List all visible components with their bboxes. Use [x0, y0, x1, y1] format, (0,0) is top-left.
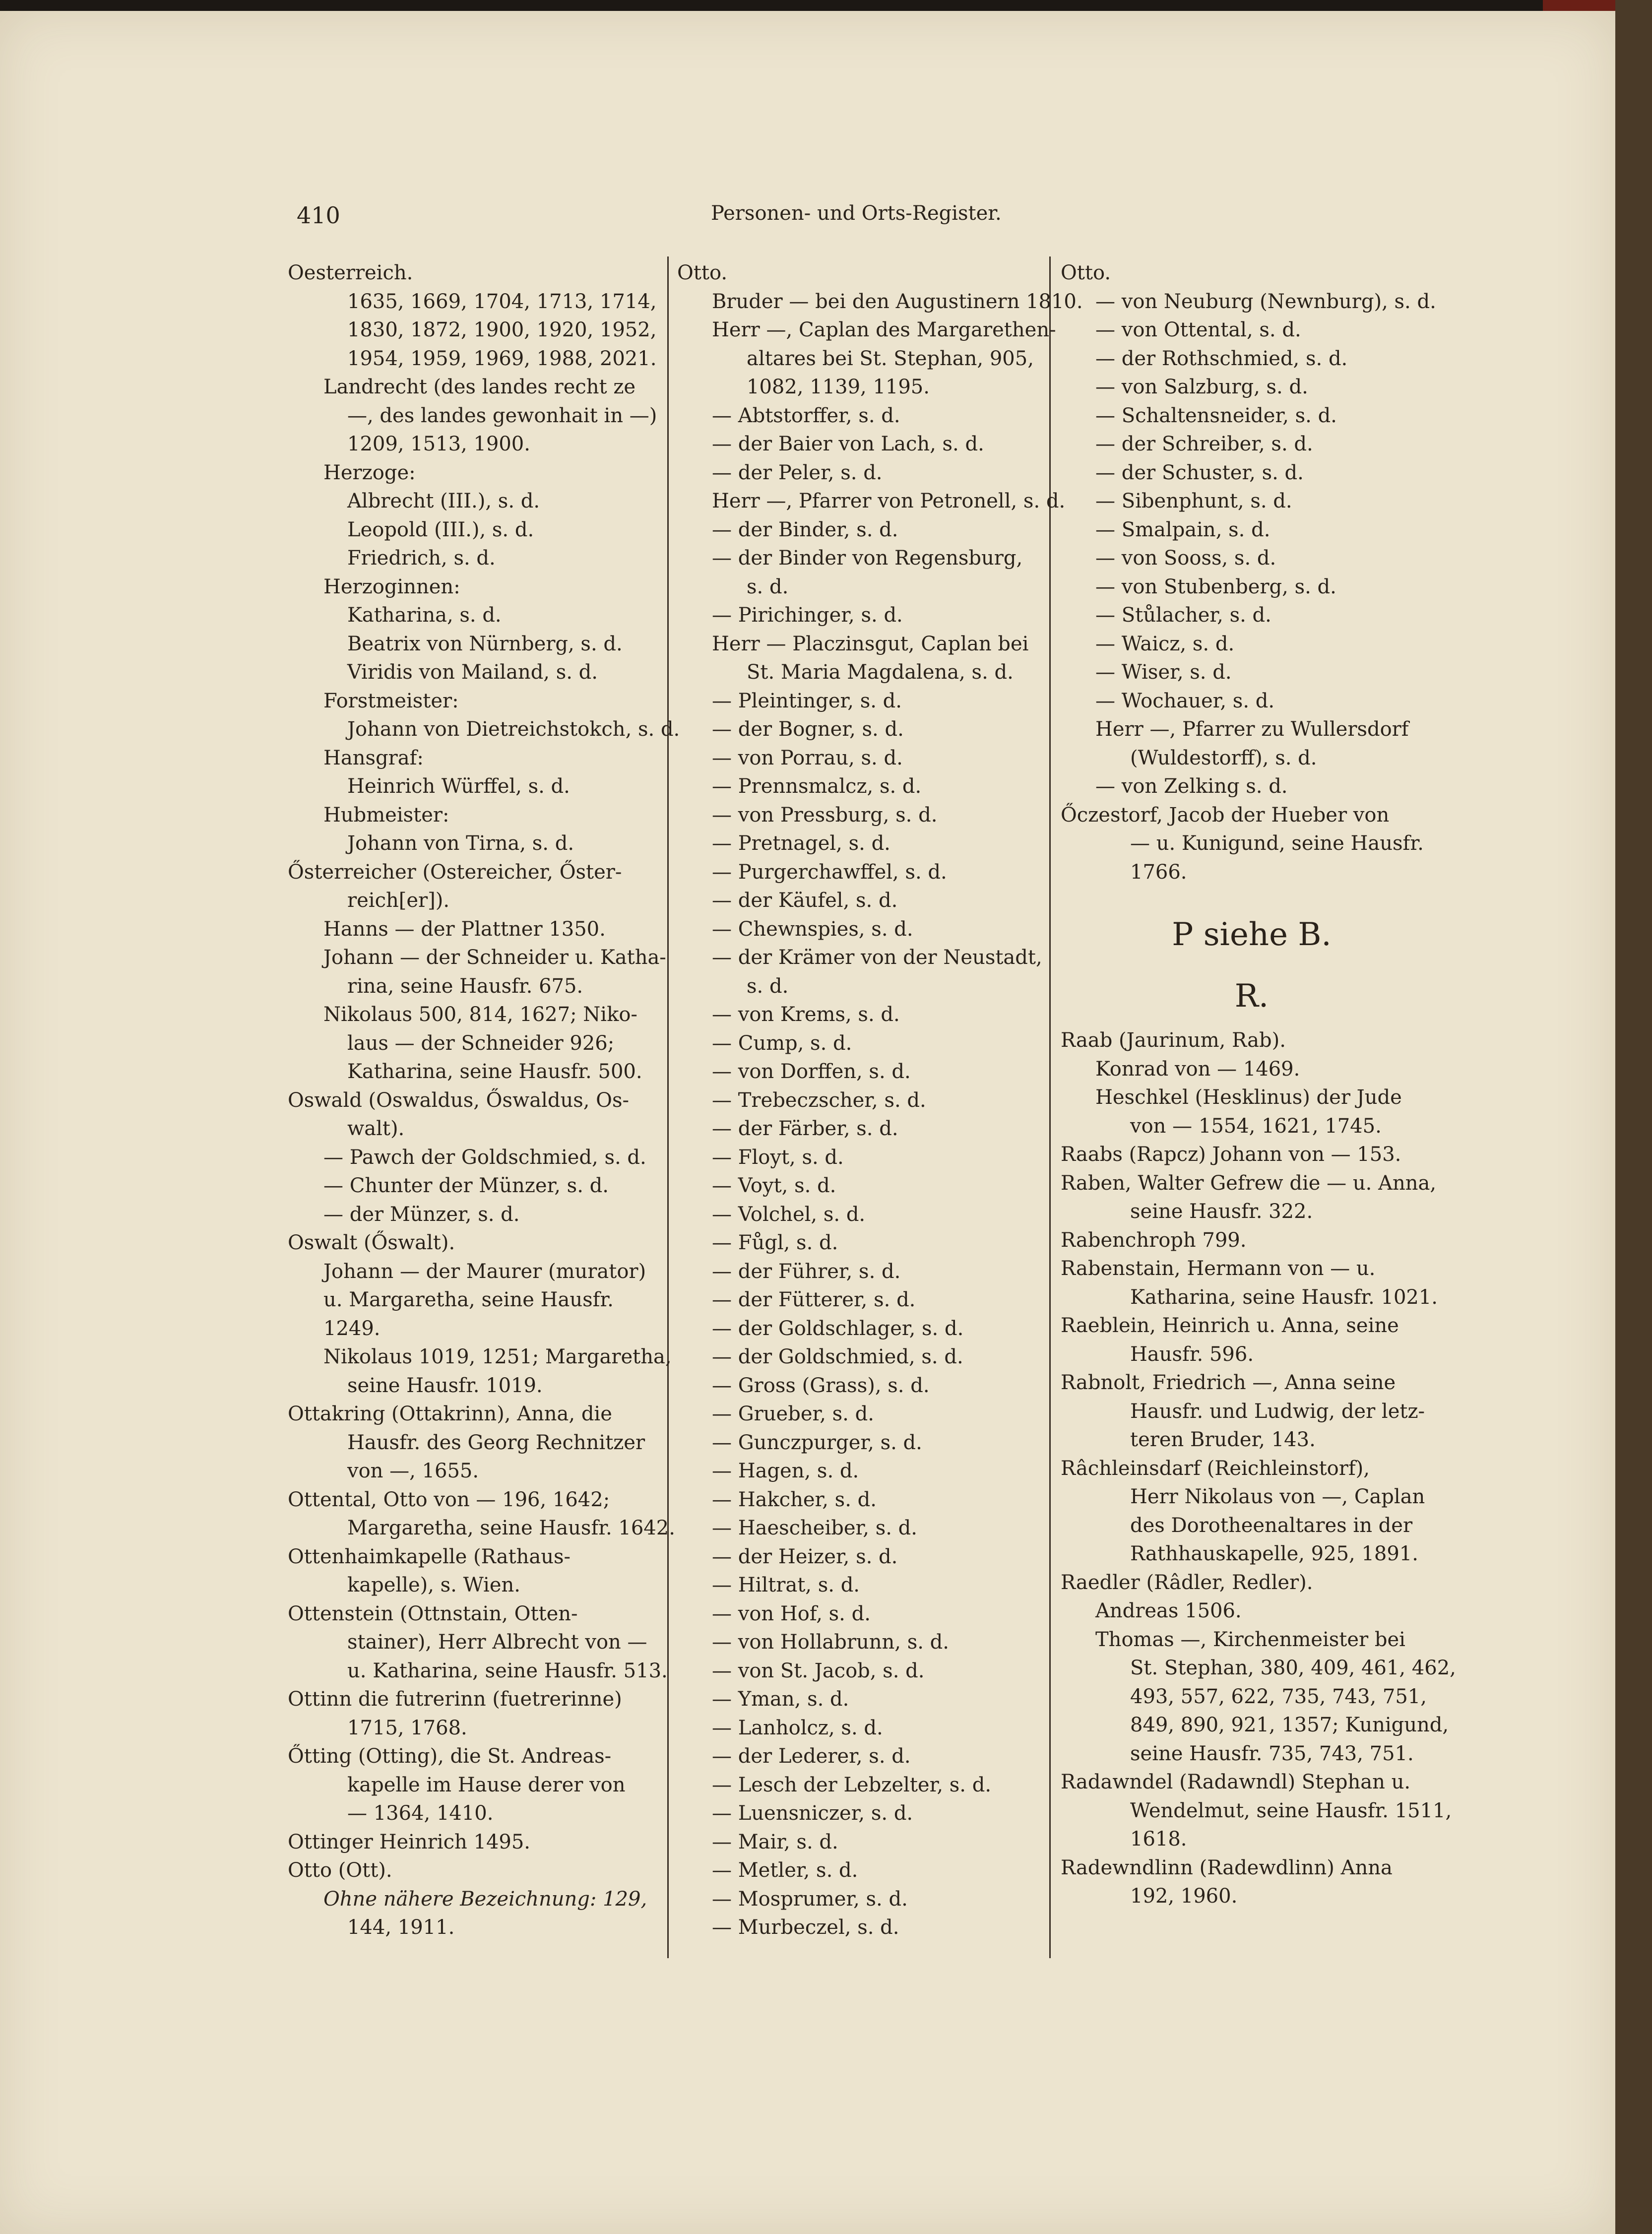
index-entry-line: Hausfr. 596.: [1130, 1342, 1254, 1366]
index-entry-line: s. d.: [747, 974, 789, 998]
index-entry-line: 144, 1911.: [347, 1916, 455, 1939]
index-entry-line: von —, 1655.: [347, 1460, 479, 1482]
index-entry-line: Otto.: [1061, 261, 1111, 284]
index-column-3: [1061, 259, 1456, 1911]
index-entry-line: Herr —, Caplan des Margarethen-: [712, 319, 1056, 341]
index-entry-line: 1249.: [323, 1317, 381, 1340]
index-entry-line: Radawndel (Radawndl) Stephan u.: [1061, 1771, 1411, 1793]
index-entry-line: — der Rothschmied, s. d.: [1095, 347, 1348, 370]
index-entry-line: Herr — Placzinsgut, Caplan bei: [712, 632, 1029, 655]
index-entry-line: — der Bogner, s. d.: [712, 718, 904, 741]
index-entry-line: altares bei St. Stephan, 905,: [747, 347, 1034, 370]
index-entry-line: — von Ottental, s. d.: [1095, 319, 1301, 341]
index-entry-line: — der Führer, s. d.: [712, 1260, 901, 1283]
index-entry-line: u. Katharina, seine Hausfr. 513.: [347, 1659, 668, 1682]
index-entry-line: — der Käufel, s. d.: [712, 889, 898, 912]
index-entry-line: — 1364, 1410.: [347, 1802, 494, 1825]
index-entry-line: — der Färber, s. d.: [712, 1117, 898, 1140]
index-entry-line: Ottinn die futrerinn (fuetrerinne): [288, 1688, 622, 1711]
index-entry-line: Oesterreich.: [288, 261, 413, 284]
index-entry-line: Heinrich Würffel, s. d.: [347, 775, 570, 798]
section-heading-r: R.: [1234, 978, 1269, 1015]
index-entry-line: — der Goldschmied, s. d.: [712, 1345, 963, 1368]
index-entry-line: — Gross (Grass), s. d.: [712, 1374, 930, 1397]
index-entry-line: 1766.: [1130, 860, 1187, 884]
index-entry-line: — Fůgl, s. d.: [712, 1231, 838, 1254]
index-entry-line: Rabenchroph 799.: [1061, 1228, 1247, 1252]
index-entry-line: — von Neuburg (Newnburg), s. d.: [1095, 290, 1436, 313]
index-entry-line: Raeblein, Heinrich u. Anna, seine: [1061, 1314, 1399, 1337]
index-entry-line: Hanns — der Plattner 1350.: [323, 917, 606, 941]
index-entry-line: Ohne nähere Bezeichnung: 129,: [323, 1887, 647, 1911]
index-entry-line: — von Hollabrunn, s. d.: [712, 1631, 949, 1654]
index-entry-line: — der Peler, s. d.: [712, 461, 883, 484]
index-entry-line: — von Hof, s. d.: [712, 1602, 871, 1625]
index-entry-line: Konrad von — 1469.: [1095, 1057, 1300, 1081]
index-entry-line: —, des landes gewonhait in —): [347, 404, 657, 427]
index-entry-line: Johann von Dietreichstokch, s. d.: [347, 718, 680, 741]
index-entry-line: — von Krems, s. d.: [712, 1003, 900, 1026]
index-entry-line: — der Krämer von der Neustadt,: [712, 946, 1042, 969]
index-entry-line: Raben, Walter Gefrew die — u. Anna,: [1061, 1171, 1437, 1195]
index-entry-line: — Lesch der Lebzelter, s. d.: [712, 1773, 992, 1796]
section-heading-p: P siehe B.: [1172, 916, 1332, 953]
index-entry-line: Katharina, s. d.: [347, 604, 502, 627]
index-entry-line: — von St. Jacob, s. d.: [712, 1659, 925, 1682]
index-entry-line: — Grueber, s. d.: [712, 1403, 874, 1425]
index-entry-line: Johann — der Maurer (murator): [323, 1260, 646, 1283]
index-entry-line: teren Bruder, 143.: [1130, 1428, 1316, 1451]
index-entry-line: — Schaltensneider, s. d.: [1095, 404, 1337, 427]
index-entry-line: — der Binder, s. d.: [712, 518, 898, 541]
index-entry-line: 1082, 1139, 1195.: [747, 376, 930, 398]
index-entry-line: 849, 890, 921, 1357; Kunigund,: [1130, 1714, 1449, 1736]
index-entry-line: — Yman, s. d.: [712, 1688, 849, 1711]
index-entry-line: Ottakring (Ottakrinn), Anna, die: [288, 1403, 612, 1425]
index-entry-line: Beatrix von Nürnberg, s. d.: [347, 632, 623, 655]
index-entry-line: — Wiser, s. d.: [1095, 661, 1232, 684]
index-entry-line: — Voyt, s. d.: [712, 1174, 836, 1197]
index-entry-line: — Haescheiber, s. d.: [712, 1517, 917, 1539]
index-entry-line: — Pawch der Goldschmied, s. d.: [323, 1146, 646, 1169]
index-entry-line: — der Lederer, s. d.: [712, 1745, 911, 1768]
index-entry-line: Herzoginnen:: [323, 575, 460, 598]
index-entry-line: Herr —, Pfarrer zu Wullersdorf: [1095, 718, 1409, 741]
index-entry-line: stainer), Herr Albrecht von —: [347, 1631, 647, 1654]
index-entry-line: — von Zelking s. d.: [1095, 775, 1288, 798]
index-entry-line: — Stůlacher, s. d.: [1095, 604, 1271, 627]
index-entry-line: walt).: [347, 1117, 405, 1140]
index-entry-line: — Hiltrat, s. d.: [712, 1574, 860, 1596]
index-entry-line: — der Baier von Lach, s. d.: [712, 433, 984, 455]
index-entry-line: — Pleintinger, s. d.: [712, 689, 902, 712]
index-entry-line: — Lanholcz, s. d.: [712, 1716, 883, 1739]
index-entry-line: — Metler, s. d.: [712, 1859, 858, 1882]
index-entry-line: Hansgraf:: [323, 746, 424, 769]
index-entry-line: Rabnolt, Friedrich —, Anna seine: [1061, 1371, 1396, 1394]
index-entry-line: kapelle im Hause derer von: [347, 1773, 626, 1796]
index-entry-line: — der Heizer, s. d.: [712, 1545, 898, 1568]
index-entry-line: Otto.: [677, 261, 728, 284]
index-entry-line: 1635, 1669, 1704, 1713, 1714,: [347, 290, 657, 313]
index-entry-line: — Luensniczer, s. d.: [712, 1802, 913, 1825]
index-column-3-top: [1061, 259, 1443, 887]
index-entry-line: — von Salzburg, s. d.: [1095, 376, 1308, 398]
index-entry-line: Bruder — bei den Augustinern 1810.: [712, 290, 1083, 313]
index-entry-line: Rathhauskapelle, 925, 1891.: [1130, 1542, 1418, 1565]
index-entry-line: des Dorotheenaltares in der: [1130, 1514, 1413, 1537]
index-entry-line: — Hakcher, s. d.: [712, 1488, 877, 1511]
index-entry-line: Hubmeister:: [323, 803, 449, 827]
index-entry-line: Viridis von Mailand, s. d.: [347, 661, 598, 684]
index-entry-line: Herr —, Pfarrer von Petronell, s. d.: [712, 490, 1066, 512]
index-entry-line: Rabenstain, Hermann von — u.: [1061, 1257, 1376, 1280]
index-entry-line: Thomas —, Kirchenmeister bei: [1095, 1628, 1405, 1651]
index-entry-line: Andreas 1506.: [1095, 1599, 1242, 1622]
index-entry-line: — der Schuster, s. d.: [1095, 461, 1304, 484]
index-entry-line: Katharina, seine Hausfr. 500.: [347, 1060, 642, 1083]
index-entry-line: Oswald (Oswaldus, Őswaldus, Os-: [288, 1088, 630, 1112]
index-entry-line: — der Schreiber, s. d.: [1095, 433, 1313, 455]
index-entry-line: Katharina, seine Hausfr. 1021.: [1130, 1285, 1438, 1309]
index-entry-line: seine Hausfr. 735, 743, 751.: [1130, 1742, 1414, 1765]
index-entry-line: Herr Nikolaus von —, Caplan: [1130, 1485, 1425, 1508]
index-entry-line: — Mair, s. d.: [712, 1830, 838, 1853]
index-entry-line: — von Dorffen, s. d.: [712, 1060, 911, 1083]
index-entry-line: Raabs (Rapcz) Johann von — 153.: [1061, 1143, 1401, 1166]
index-entry-line: Hausfr. und Ludwig, der letz-: [1130, 1400, 1425, 1423]
index-column-1: [288, 259, 680, 1942]
index-entry-line: — der Fütterer, s. d.: [712, 1288, 916, 1311]
index-entry-line: Ottinger Heinrich 1495.: [288, 1830, 531, 1853]
index-entry-line: von — 1554, 1621, 1745.: [1130, 1114, 1382, 1138]
index-entry-line: — Trebeczscher, s. d.: [712, 1088, 926, 1112]
page-number: 410: [297, 202, 340, 229]
index-entry-line: Friedrich, s. d.: [347, 547, 496, 570]
index-entry-line: St. Stephan, 380, 409, 461, 462,: [1130, 1657, 1456, 1679]
index-entry-line: — Volchel, s. d.: [712, 1203, 866, 1226]
index-entry-line: Albrecht (III.), s. d.: [347, 490, 540, 512]
index-entry-line: Ősterreicher (Ostereicher, Őster-: [288, 860, 622, 884]
index-entry-line: Radewndlinn (Radewdlinn) Anna: [1061, 1856, 1393, 1879]
index-entry-line: — Smalpain, s. d.: [1095, 518, 1271, 541]
index-entry-line: Raedler (Râdler, Redler).: [1061, 1571, 1313, 1594]
index-entry-line: Nikolaus 1019, 1251; Margaretha,: [323, 1345, 672, 1368]
index-entry-line: — von Stubenberg, s. d.: [1095, 575, 1336, 598]
index-entry-line: Leopold (III.), s. d.: [347, 518, 534, 541]
index-entry-line: 1830, 1872, 1900, 1920, 1952,: [347, 319, 657, 341]
index-entry-line: — der Binder von Regensburg,: [712, 547, 1023, 570]
index-entry-line: Wendelmut, seine Hausfr. 1511,: [1130, 1799, 1452, 1822]
index-entry-line: — von Pressburg, s. d.: [712, 803, 938, 827]
index-column-2: [677, 259, 1083, 1942]
index-entry-line: s. d.: [747, 575, 789, 598]
index-entry-line: Ottenhaimkapelle (Rathaus-: [288, 1545, 571, 1568]
index-entry-line: Râchleinsdarf (Reichleinstorf),: [1061, 1457, 1370, 1480]
index-entry-line: — u. Kunigund, seine Hausfr.: [1130, 832, 1424, 855]
index-entry-line: Ottental, Otto von — 196, 1642;: [288, 1488, 610, 1511]
index-entry-line: u. Margaretha, seine Hausfr.: [323, 1288, 614, 1311]
index-entry-line: 192, 1960.: [1130, 1885, 1238, 1908]
page-header: [0, 202, 1615, 232]
index-entry-line: — der Münzer, s. d.: [323, 1203, 520, 1226]
index-entry-line: — Gunczpurger, s. d.: [712, 1431, 922, 1454]
index-entry-line: Landrecht (des landes recht ze: [323, 376, 636, 398]
index-entry-line: — der Goldschlager, s. d.: [712, 1317, 964, 1340]
index-entry-line: Ottenstein (Ottnstain, Otten-: [288, 1602, 578, 1625]
index-entry-line: Herzoge:: [323, 461, 416, 484]
index-entry-line: Oswalt (Őswalt).: [288, 1231, 455, 1254]
index-entry-line: Otto (Ott).: [288, 1859, 392, 1882]
index-entry-line: 1954, 1959, 1969, 1988, 2021.: [347, 347, 657, 370]
index-entry-line: laus — der Schneider 926;: [347, 1031, 615, 1055]
index-entry-line: — Chunter der Münzer, s. d.: [323, 1174, 609, 1197]
book-spine-edge: [1615, 0, 1652, 2234]
index-entry-line: 1618.: [1130, 1828, 1187, 1851]
index-entry-line: — Purgerchawffel, s. d.: [712, 860, 947, 884]
index-entry-line: — von Porrau, s. d.: [712, 746, 903, 769]
index-entry-line: — Chewnspies, s. d.: [712, 917, 913, 941]
index-entry-line: — Pirichinger, s. d.: [712, 604, 903, 627]
index-entry-line: (Wuldestorff), s. d.: [1130, 746, 1317, 769]
index-entry-line: — Sibenphunt, s. d.: [1095, 490, 1292, 512]
index-entry-line: seine Hausfr. 1019.: [347, 1374, 543, 1397]
index-entry-line: 1209, 1513, 1900.: [347, 433, 530, 455]
index-entry-line: Őczestorf, Jacob der Hueber von: [1061, 803, 1390, 827]
index-entry-line: — Murbeczel, s. d.: [712, 1916, 899, 1939]
book-page: [0, 11, 1615, 2234]
index-entry-line: — Prennsmalcz, s. d.: [712, 775, 922, 798]
index-entry-line: Őtting (Otting), die St. Andreas-: [288, 1745, 612, 1768]
index-entry-line: — Abtstorffer, s. d.: [712, 404, 900, 427]
index-entry-line: Forstmeister:: [323, 689, 459, 712]
index-entry-line: Heschkel (Hesklinus) der Jude: [1095, 1086, 1402, 1109]
index-entry-line: — Cump, s. d.: [712, 1031, 852, 1055]
index-entry-line: — von Sooss, s. d.: [1095, 547, 1276, 570]
index-entry-line: — Hagen, s. d.: [712, 1460, 859, 1482]
index-entry-line: — Floyt, s. d.: [712, 1146, 844, 1169]
index-entry-line: rina, seine Hausfr. 675.: [347, 974, 583, 998]
index-entry-line: seine Hausfr. 322.: [1130, 1200, 1313, 1223]
index-entry-line: St. Maria Magdalena, s. d.: [747, 661, 1014, 684]
index-entry-line: Johann von Tirna, s. d.: [347, 832, 574, 855]
index-column-3-bottom: [1061, 1026, 1456, 1911]
index-entry-line: — Waicz, s. d.: [1095, 632, 1235, 655]
index-entry-line: 493, 557, 622, 735, 743, 751,: [1130, 1685, 1427, 1708]
index-entry-line: Johann — der Schneider u. Katha-: [323, 946, 666, 969]
index-entry-line: Nikolaus 500, 814, 1627; Niko-: [323, 1003, 637, 1026]
index-entry-line: Margaretha, seine Hausfr. 1642.: [347, 1517, 675, 1539]
index-entry-line: — Pretnagel, s. d.: [712, 832, 890, 855]
index-entry-line: — Wochauer, s. d.: [1095, 689, 1275, 712]
index-entry-line: Raab (Jaurinum, Rab).: [1061, 1029, 1286, 1052]
index-entry-line: reich[er]).: [347, 889, 450, 912]
index-entry-line: Hausfr. des Georg Rechnitzer: [347, 1431, 645, 1454]
running-title: Personen- und Orts-Register.: [711, 202, 1002, 225]
index-entry-line: — Mosprumer, s. d.: [712, 1887, 908, 1911]
index-entry-line: kapelle), s. Wien.: [347, 1574, 520, 1596]
column-divider-1: [667, 256, 669, 1958]
index-entry-line: 1715, 1768.: [347, 1716, 467, 1739]
